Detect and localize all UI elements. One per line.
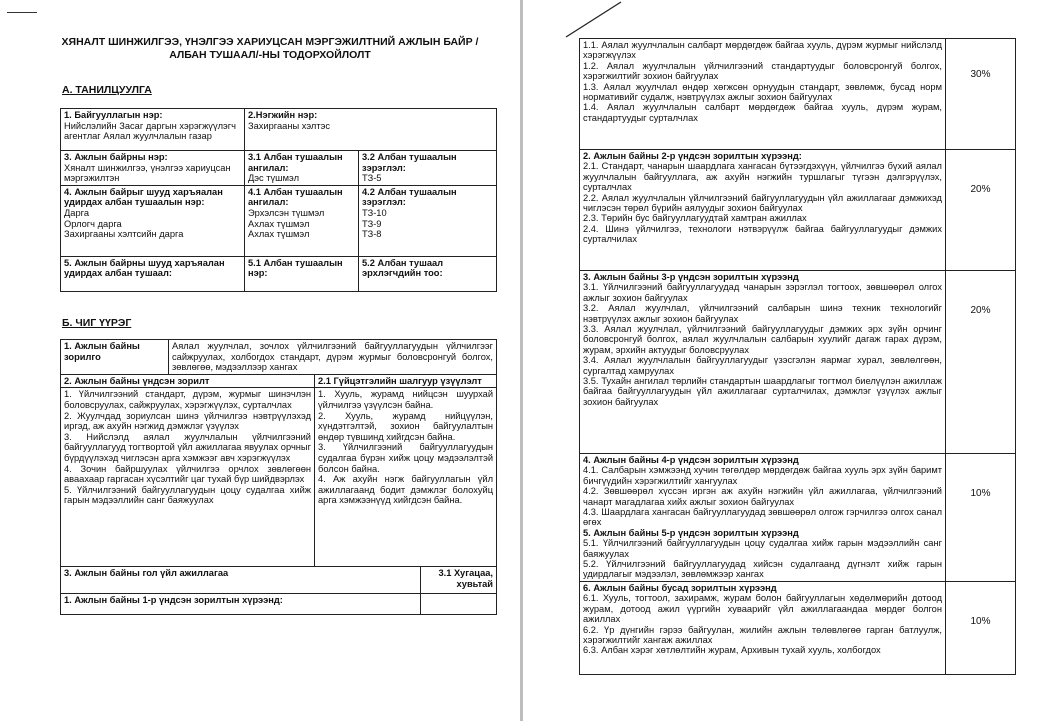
activity-heading: 5. Ажлын байны 5-р үндсэн зорилтын хүрээнд — [583, 527, 799, 538]
org-value: Нийслэлийн Засаг даргын хэрэгжүүлэгч агентлаг Аялал жуулчлалын газар — [64, 120, 236, 142]
activity-item: 5.1. Үйлчилгээний байгууллагуудын цоцу судалгаа хийж гарын мэдээллийн санг баяжуулах — [583, 538, 942, 559]
table-row — [61, 185, 497, 256]
activity-item: 3.1. Үйлчилгээний байгууллагуудад чанарын зэрэглэл тогтоох, зөвшөөрөл олгох ажлыг зохион байгуулах — [583, 282, 942, 303]
section-a-heading: А. ТАНИЛЦУУЛГА — [62, 84, 152, 96]
main-goal-item: 3. Нийслэлд аялал жуулчлалын үйлчилгээний байгууллагууд тогтвортой үйл ажиллагаа явуулах орчныг бүрдүүлэхэд чиглэсэн арга хэмжээг авч хэрэгжүүлэх — [64, 431, 311, 463]
activity-heading: 2. Ажлын байны 2-р үндсэн зорилтын хүрээнд: — [583, 151, 802, 161]
activity-item: 3.3. Аялал жуулчлал, үйлчилгээний байгууллагуудыг дэмжих эрх зүйн орчинг боловсронгуй болгох, аялал жуулчлалын салбарын хуулийг дагаж гарах дүрэм, журам, эрхийн актуудыг боловсруулах — [583, 324, 942, 355]
unit-label: 2.Нэгжийн нэр: — [248, 110, 318, 120]
activity-item: 6.3. Албан хэрэг хөтлөлтийн журам, Архивын тухай хууль, холбогдох — [583, 645, 881, 656]
table-row — [580, 150, 1016, 271]
term-label: 3.1 Хугацаа, хувьтай — [421, 567, 497, 594]
percentage-value: 30% — [970, 69, 991, 80]
subordinate-count-label: 5.2 Албан тушаал эрхлэгчдийн тоо: — [359, 256, 497, 291]
supervisor-class-value: Ахлах түшмэл — [248, 218, 310, 229]
activity-item: 5.2. Үйлчилгээний байгууллагуудад хийсэн судалгаанд дүгнэлт хийж гарын удирдлагыг мэдээлэл, зөвлөмжээр хангах — [583, 559, 942, 580]
activity-item: 3.4. Аялал жуулчлалын байгууллагуудыг үзэсгэлэн яармаг хурал, зөвлөлгөөн, сургалтад хамруулах — [583, 355, 942, 376]
activity-heading: 6. Ажлын байны бусад зорилтын хүрээнд — [583, 582, 777, 593]
supervisor-label: 4. Ажлын байрыг шууд харъяалан удирдах албан тушаалын нэр: — [64, 186, 223, 208]
supervisor-rank-value: ТЗ-10 — [362, 207, 387, 218]
activity-item: 3.5. Тухайн ангилал төрлийн стандартын шаардлагыг тогтмол биелүүлэн ажиллаж байгаа байгууллагуудын үйл ажиллагааг сурталчилах, дэмжлэг үзүүлэх ажлыг зохион байгуулах — [583, 376, 942, 407]
percentage-value: 20% — [970, 305, 991, 316]
table-row — [580, 581, 1016, 674]
activity-heading: 3. Ажлын байны 3-р үндсэн зорилтын хүрээнд — [583, 272, 799, 282]
class-label: 3.1 Албан тушаалын ангилал: — [248, 152, 343, 173]
scan-mark — [7, 12, 37, 13]
activities-table — [579, 38, 1016, 675]
first-goal-label: 1. Ажлын байны 1-р үндсэн зорилтын хүрээнд: — [61, 594, 421, 615]
rank-value: ТЗ-5 — [362, 173, 382, 184]
activity-item: 6.2. Үр дүнгийн гэрээ байгуулан, жилийн ажлын төлөвлөгөө гарган батлуулж, хэрэгжилтийг хангаж ажиллах — [583, 624, 942, 645]
table-row — [61, 109, 497, 151]
supervisor-class-label: 4.1 Албан тушаалын ангилал: — [248, 186, 343, 208]
org-label: 1. Байгууллагын нэр: — [64, 110, 163, 120]
supervisor-class-value: Эрхэлсэн түшмэл — [248, 207, 325, 218]
table-row — [61, 151, 497, 186]
performance-item: 2. Хууль, журамд нийцүүлэн, хүндэтгэлтэй, зохион байгуулалтын өндөр түвшинд хийгдсэн байна. — [318, 410, 494, 442]
class-value: Дэс түшмэл — [248, 173, 299, 184]
section-b-heading: Б. ЧИГ ҮҮРЭГ — [62, 317, 132, 329]
unit-value: Захиргааны хэлтэс — [248, 120, 330, 131]
post-label: 3. Ажлын байрны нэр: — [64, 152, 168, 162]
activity-item: 4.1. Салбарын хэмжээнд хучин төгөлдөр мөрдөгдөж байгаа хууль эрх зүйн баримт бичгүүдийн хэрэгжилтийг хангуулах — [583, 465, 942, 486]
main-function-label: 3. Ажлын байны гол үйл ажиллагаа — [61, 567, 421, 594]
table-row — [580, 271, 1016, 454]
subordinate-label: 5. Ажлын байрны шууд харъяалан удирдах албан тушаал: — [61, 256, 245, 291]
percentage-value: 10% — [970, 488, 991, 499]
activity-item: 2.1. Стандарт, чанарын шаардлага хангасан бүтээгдэхүүн, үйлчилгээ бүхий аялал жуулчлалын байгууллага, аж ахуйн нэгжийн туршлагыг түгээн дэлгэрүүлэх, сурталчлах — [583, 161, 942, 193]
table-row — [580, 454, 1016, 582]
table-row — [61, 256, 497, 291]
activity-item: 1.4. Аялал жуулчлалын салбарт мөрдөгдөж байгаа хууль, дүрэм журам, стандартуудыг сурталчлах — [583, 102, 942, 123]
activity-item: 1.2. Аялал жуулчлалын үйлчилгээний стандартуудыг боловсронгуй болгох, хэрэгжилтийг зохион байгуулах — [583, 60, 942, 82]
table-row — [580, 39, 1016, 150]
activity-item: 6.1. Хууль, тогтоол, захирамж, журам болон байгууллагын хөдөлмөрийн дотоод журам, дотоод ажил үүргийн хуваарийг үйл ажиллагаандаа мөрдөг болгон ажиллах — [583, 593, 942, 625]
activity-item: 4.3. Шаардлага хангасан байгууллагуудад зөвшөөрөл олгож гэрчилгээ олгох санал өгөх — [583, 507, 942, 528]
supervisor-rank-value: ТЗ-8 — [362, 229, 382, 240]
supervisor-value: Орлогч дарга — [64, 218, 122, 229]
post-value: Хяналт шинжилгээ, үнэлгээ хариуцсан мэргэжилтэн — [64, 162, 231, 184]
supervisor-rank-value: ТЗ-9 — [362, 218, 382, 229]
supervisor-value: Захиргааны хэлтсийн дарга — [64, 229, 184, 240]
performance-item: 4. Аж ахуйн нэгж байгууллагын үйл ажиллагаанд бодит дэмжлэг болохуйц арга хэмжээнүүд хийгдсэн байна. — [318, 474, 494, 506]
main-goal-item: 4. Зочин байршуулах үйлчилгээ орчлох зөвлөгөөн аваахаар гаргасан хүсэлтийг цаг тухай бүр шийдвэрлэх — [64, 463, 311, 485]
activity-heading: 4. Ажлын байны 4-р үндсэн зорилтын хүрээнд — [583, 455, 799, 465]
activity-item: 1.1. Аялал жуулчлалын салбарт мөрдөгдөж байгаа хууль, дүрэм журмыг нийслэлд хэрэгжүүлэх — [583, 40, 942, 61]
activity-item: 2.2. Аялал жуулчлалын үйлчилгээний байгууллагуудын үйл ажиллагааг дэмжихэд чиглэсэн төрөл бүрийн аялуудыг зохион байгуулах — [583, 192, 942, 214]
performance-item: 1. Хууль, журамд нийцсэн шуурхай үйлчилгээ үзүүлсэн байна. — [318, 389, 494, 410]
supervisor-class-value: Ахлах түшмэл — [248, 229, 310, 240]
activity-item: 1.3. Аялал жуулчлал өндөр хөгжсөн орнуудын стандарт, зөвлөмж, бусад норм нормативийг судалж, нэвтрүүлэх ажлыг зохион байгуулах — [583, 81, 942, 103]
goal-value: Аялал жуулчлал, зочлох үйлчилгээний байгууллагуудын үйлчилгээг сайжруулах, холбогдох стандарт, дүрэм журмыг боловсронгуй болгох, зөвлөгөө, мэдээллээр хангах — [169, 340, 497, 375]
main-goal-label: 2. Ажлын байны үндсэн зорилт — [61, 374, 315, 388]
main-goal-item: 1. Үйлчилгээний стандарт, дүрэм, журмыг шинэчлэн боловсруулах, сайжруулах, хэрэгжүүлэх, сурталчлах — [64, 389, 311, 410]
main-goal-item: 5. Үйлчилгээний байгууллагуудын цоцу судалгаа хийж гарын мэдээллийн санг баяжуулах — [64, 484, 311, 506]
table-row — [61, 594, 497, 615]
performance-item: 3. Үйлчилгээний байгууллагуудын судалгаа бүрэн хийж цоцу мэдээлэлтэй болсон байна. — [318, 442, 494, 474]
percentage-value: 10% — [970, 615, 991, 627]
page-title: ХЯНАЛТ ШИНЖИЛГЭЭ, ҮНЭЛГЭЭ ХАРИУЦСАН МЭРГЭЖИЛТНИЙ АЖЛЫН БАЙР /АЛБАН ТУШААЛ/-НЫ ТОДОРХОЙЛОЛТ — [61, 36, 479, 61]
activity-item: 2.3. Төрийн бус байгууллагуудтай хамтран ажиллах — [583, 213, 807, 224]
right-page — [523, 0, 1039, 721]
table-row — [61, 340, 497, 375]
table-row — [61, 388, 497, 567]
goal-label: 1. Ажлын байны зорилго — [61, 340, 169, 375]
pen-stroke-mark — [563, 0, 623, 40]
rank-label: 3.2 Албан тушаалын зэрэглэл: — [362, 152, 457, 173]
supervisor-rank-label: 4.2 Албан тушаалын зэрэглэл: — [362, 186, 457, 208]
performance-label: 2.1 Гүйцэтгэлийн шалгуур үзүүлэлт — [315, 374, 497, 388]
table-row — [61, 374, 497, 388]
main-goal-item: 2. Жуулчдад зориулсан шинэ үйлчилгээ нэвтрүүлэхэд иргэд, аж ахуйн нэгжид дэмжлэг үзүүлэх — [64, 410, 311, 432]
activity-item: 3.2. Аялал жуулчлал, үйлчилгээний салбарын шинэ техник технологийг нэвтрүүлэх ажлыг зохион байгуулах — [583, 303, 942, 324]
table-row — [61, 567, 497, 594]
activity-item: 2.4. Шинэ үйлчилгээ, технологи нэтвэрүүлж байгаа байгууллагуудыг дэмжих сурталчилах — [583, 223, 942, 245]
duties-table — [60, 339, 497, 615]
intro-table — [60, 108, 497, 292]
subordinate-class-label: 5.1 Албан тушаалын нэр: — [245, 256, 359, 291]
supervisor-value: Дарга — [64, 207, 89, 218]
activity-item: 4.2. Зөвшөөрөл хүссэн иргэн аж ахуйн нэгжийн үйл ажиллагаа, үйлчилгээний чанарт магадлагаа хийх ажлыг зохион байгуулах — [583, 486, 942, 507]
percentage-value: 20% — [970, 184, 991, 195]
